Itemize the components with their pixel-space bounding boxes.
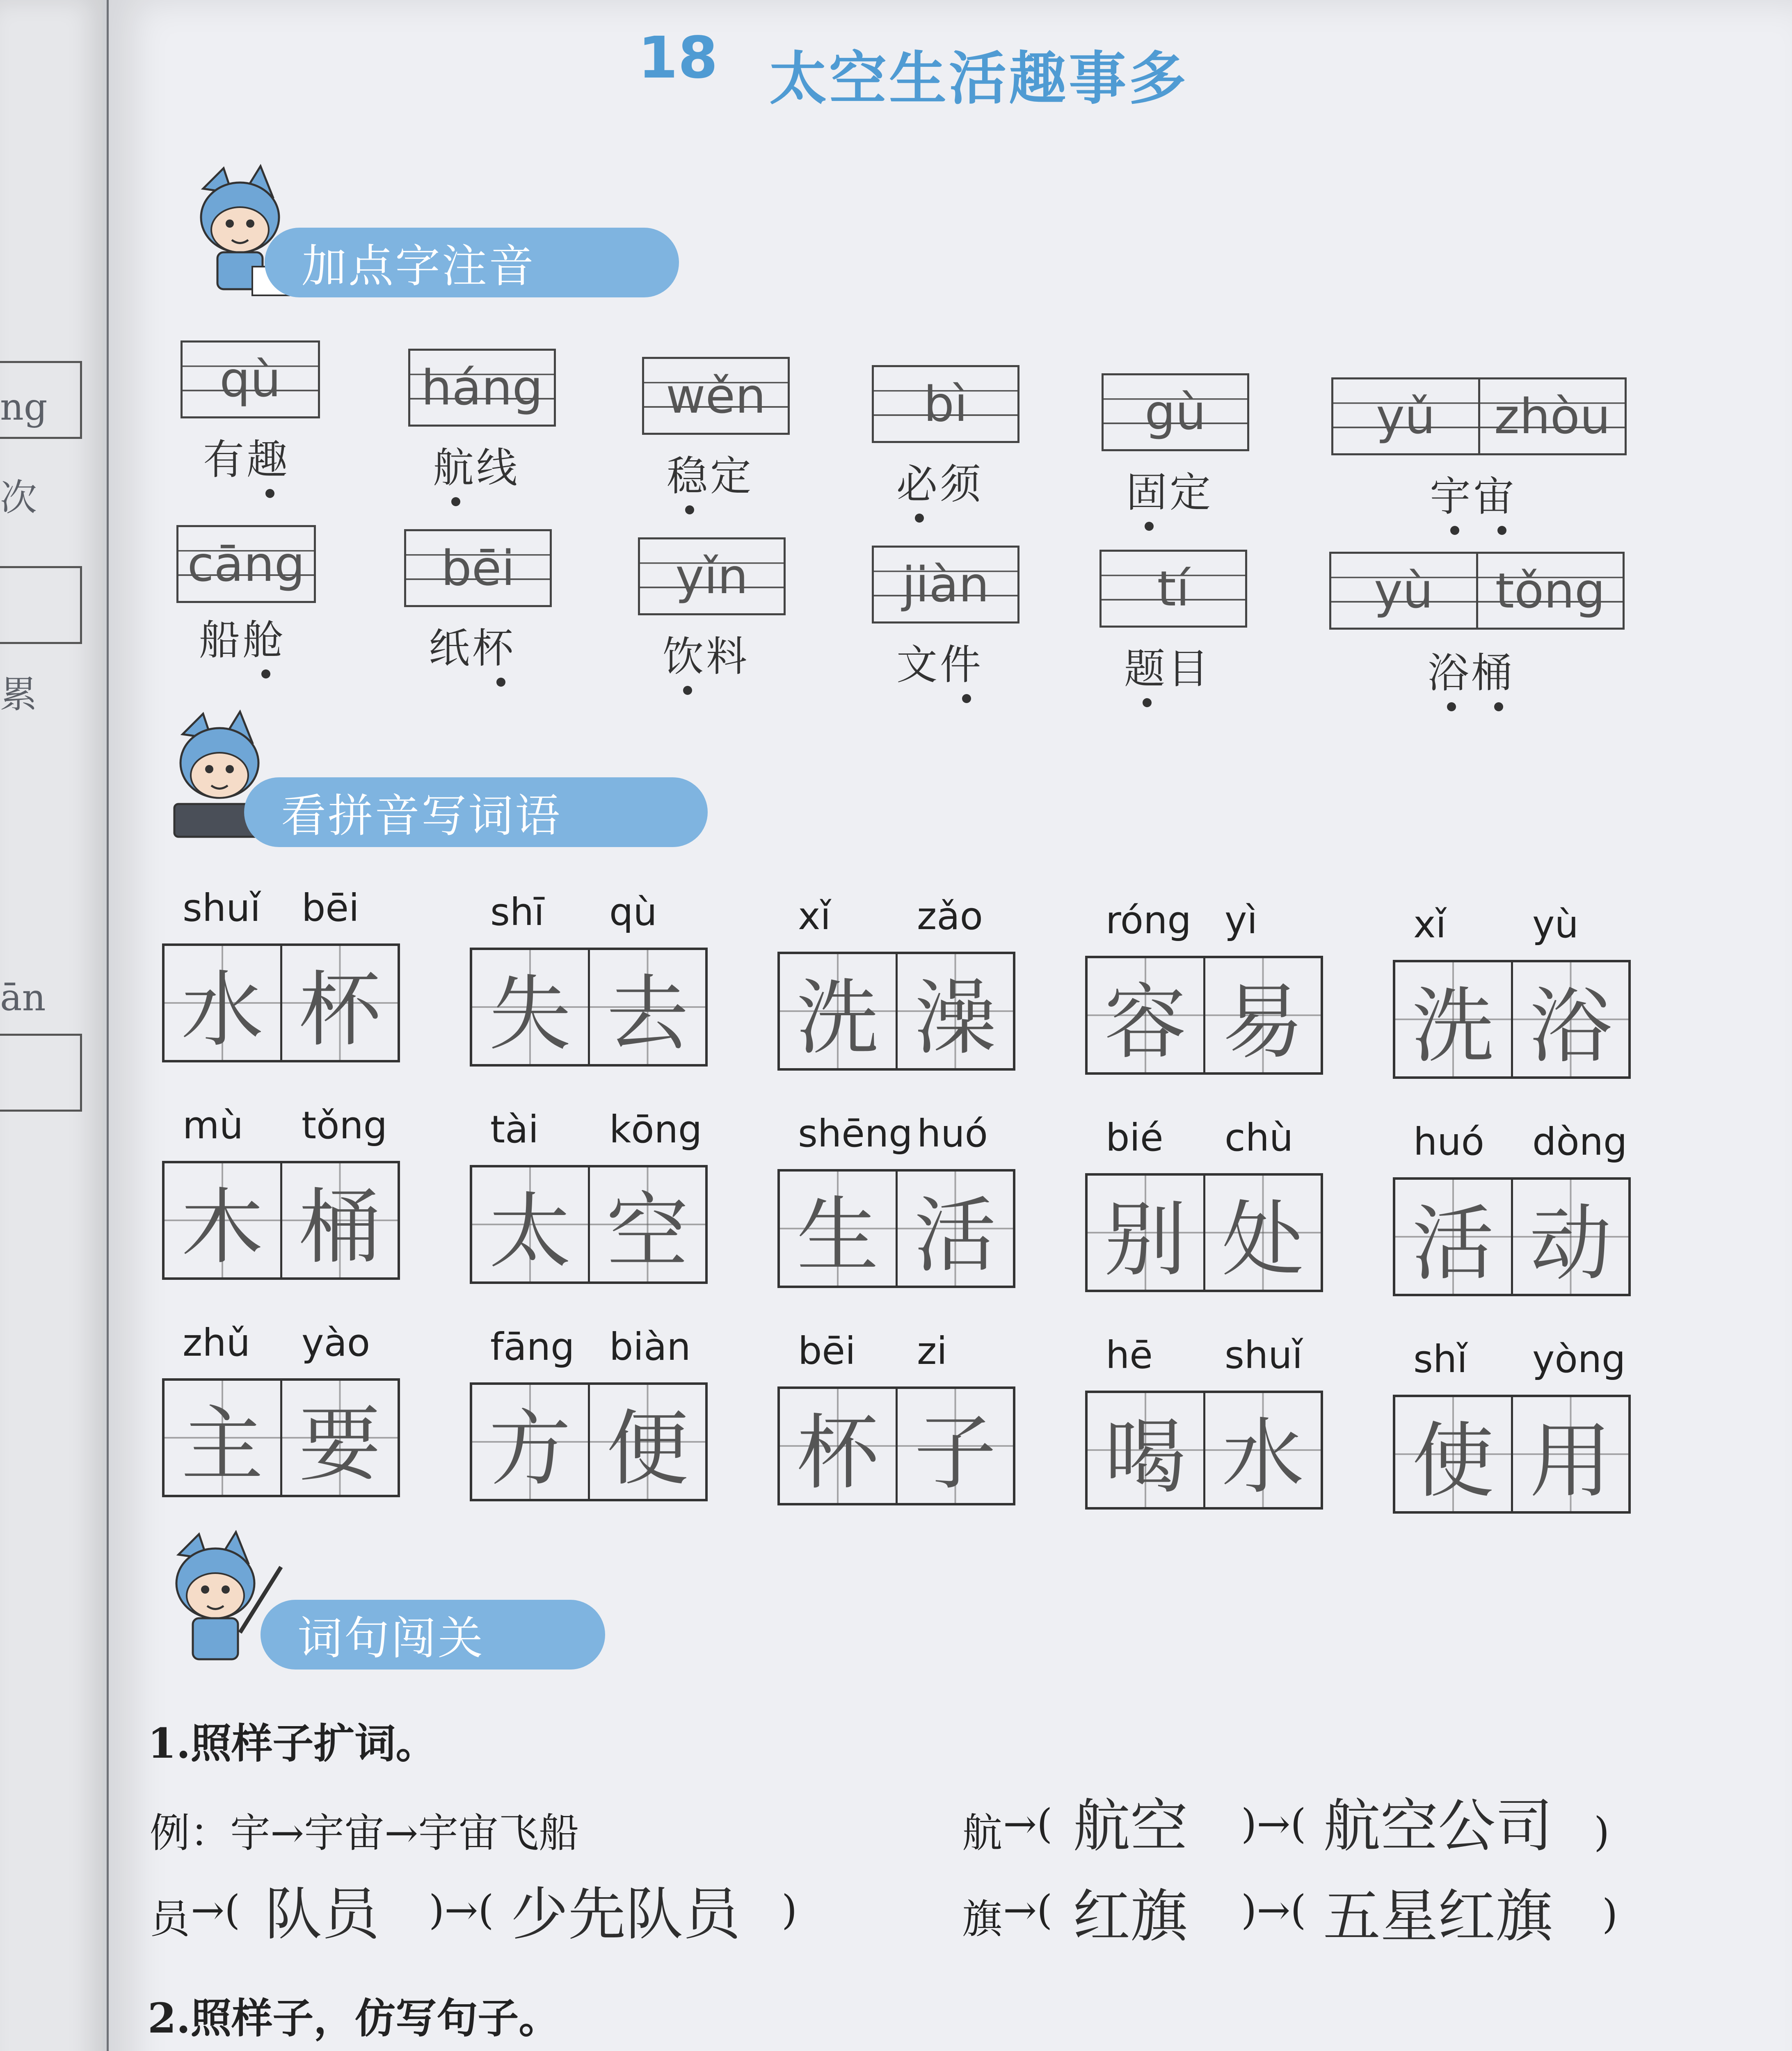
pinyin-answer: tí [1157,560,1190,617]
handwritten-char: 洗 [1395,962,1511,1076]
writing-box[interactable] [1085,1173,1323,1292]
pinyin-box[interactable] [1331,377,1627,455]
section-banner-pinyin: 加点字注音 [265,228,679,297]
arrow-paren: →( [191,1887,240,1934]
pinyin-answer: zhòu [1478,379,1625,453]
handwritten-answer[interactable]: 航空公司 [1323,1793,1553,1860]
handwritten-char: 动 [1511,1180,1629,1294]
pinyin-box[interactable] [872,365,1019,443]
pinyin-answer: jiàn [902,556,990,613]
writing-box[interactable] [470,948,708,1067]
pinyin-label: yì [1225,898,1258,942]
handwritten-answer[interactable]: 红旗 [1073,1883,1188,1950]
handwritten-char: 木 [165,1163,280,1277]
expand-base-char: 航 [962,1810,1003,1857]
writing-box[interactable] [1393,960,1631,1079]
pinyin-label: qù [609,890,657,934]
pinyin-label: shī [490,890,544,934]
handwritten-char: 失 [472,950,588,1064]
word-label: 浴桶 [1428,649,1515,697]
emphasis-dot [1143,698,1152,707]
arrow-paren: →( [1003,1887,1053,1934]
emphasis-dot [451,497,460,506]
writing-box[interactable] [1393,1177,1631,1296]
pinyin-label: tǒng [302,1103,388,1147]
emphasis-dot [1145,522,1154,531]
pinyin-label: tài [490,1108,539,1151]
pinyin-box[interactable] [642,357,790,435]
writing-box[interactable] [162,1378,400,1497]
writing-box[interactable] [1085,956,1323,1075]
handwritten-char: 空 [588,1167,706,1281]
pinyin-label: bēi [798,1329,856,1373]
emphasis-dot [496,678,505,687]
pinyin-label: huó [1413,1120,1484,1164]
handwritten-char: 容 [1088,958,1203,1072]
pinyin-label: shuǐ [1225,1333,1303,1377]
prev-page-fragment: 累 [0,673,37,716]
handwritten-char: 桶 [280,1163,398,1277]
pinyin-box[interactable] [404,529,552,607]
question-2-prompt: 2.照样子，仿写句子。 [148,1994,560,2042]
writing-box[interactable] [777,1169,1015,1288]
emphasis-dot [261,669,270,678]
emphasis-dot [685,505,694,514]
word-label: 文件 [896,641,983,689]
emphasis-dot [683,686,692,695]
pinyin-label: chù [1225,1116,1294,1160]
prev-page-fragment: 次 [0,476,37,519]
pinyin-label: yào [302,1321,370,1365]
emphasis-dot [962,694,971,703]
handwritten-char: 方 [472,1385,588,1499]
pinyin-label: mù [183,1103,243,1147]
emphasis-dot [1497,526,1506,535]
emphasis-dot [1494,702,1503,711]
emphasis-dot [1450,526,1459,535]
arrow-paren: )→( [429,1887,494,1934]
lesson-number: 18 [638,25,718,91]
handwritten-answer[interactable]: 航空 [1073,1793,1188,1860]
handwritten-char: 杯 [780,1389,896,1503]
pinyin-answer: yǐn [675,548,748,605]
expand-base-char: 旗 [962,1896,1003,1943]
handwritten-char: 易 [1203,958,1321,1072]
handwritten-char: 杯 [280,946,398,1060]
paren-close: ) [1602,1891,1618,1938]
writing-box[interactable] [162,1161,400,1280]
handwritten-char: 使 [1395,1397,1511,1511]
emphasis-dot [1447,702,1456,711]
word-label: 题目 [1124,645,1211,693]
word-label: 固定 [1126,468,1213,516]
pinyin-answer: wěn [666,368,766,424]
pinyin-answer: yǔ [1376,388,1435,445]
word-label: 纸杯 [429,624,516,672]
word-label: 必须 [896,460,983,508]
handwritten-char: 喝 [1088,1393,1203,1507]
word-label: 宇宙 [1430,473,1517,521]
pinyin-box[interactable] [1329,552,1625,630]
word-label: 船舱 [199,616,286,664]
emphasis-dot [915,514,924,523]
prev-page-fragment: ng [0,386,48,429]
handwritten-char: 用 [1511,1397,1629,1511]
pinyin-answer: bì [923,376,968,432]
pinyin-answer: gù [1145,384,1206,441]
arrow-paren: )→( [1241,1887,1306,1934]
handwritten-char: 浴 [1511,962,1629,1076]
pinyin-box[interactable] [872,546,1019,624]
pinyin-label: shēng [798,1112,913,1156]
word-label: 有趣 [203,436,290,484]
writing-box[interactable] [1393,1395,1631,1514]
handwritten-char: 处 [1203,1176,1321,1290]
pinyin-label: zhǔ [183,1321,250,1365]
previous-page-edge [0,0,107,2051]
handwritten-char: 主 [165,1381,280,1495]
handwritten-char: 水 [1203,1393,1321,1507]
pinyin-answer: tǒng [1476,554,1623,628]
word-label: 稳定 [667,452,754,500]
handwritten-char: 便 [588,1385,706,1499]
pinyin-label: bēi [302,886,359,930]
pinyin-answer: háng [421,359,543,416]
emphasis-dot [265,489,274,498]
arrow-paren: )→( [1241,1801,1306,1848]
question-1-example: 例：宇→宇宙→宇宙飞船 [150,1810,579,1857]
paren-close: ) [782,1887,798,1934]
writing-box[interactable] [777,1386,1015,1505]
pinyin-box[interactable] [638,537,786,615]
pinyin-answer: qù [219,351,281,408]
writing-box[interactable] [470,1165,708,1284]
section-banner-word-sentence: 词句闯关 [261,1600,605,1670]
writing-box[interactable] [1085,1391,1323,1510]
handwritten-answer[interactable]: 队员 [265,1881,380,1948]
pinyin-label: yòng [1532,1337,1626,1381]
handwritten-char: 水 [165,946,280,1060]
pinyin-label: fāng [490,1325,575,1369]
handwritten-char: 活 [896,1172,1013,1286]
pinyin-label: xǐ [798,894,831,938]
worksheet-page [109,0,1792,2051]
pinyin-label: shuǐ [183,886,261,930]
pinyin-label: dòng [1532,1120,1627,1164]
pinyin-label: huó [917,1112,988,1156]
pinyin-label: zǎo [917,894,983,938]
handwritten-answer[interactable]: 五星红旗 [1323,1883,1553,1950]
handwritten-answer[interactable]: 少先队员 [511,1881,741,1948]
pinyin-answer: yù [1374,562,1433,619]
word-label: 航线 [433,444,520,492]
pinyin-box[interactable] [1099,550,1247,628]
handwritten-char: 澡 [896,954,1013,1068]
prev-page-fragment: ān [0,976,46,1019]
pinyin-answer: cāng [187,536,305,592]
handwritten-char: 要 [280,1381,398,1495]
pinyin-label: xǐ [1413,902,1447,946]
prev-page-box [0,1034,82,1112]
pinyin-label: zi [917,1329,947,1373]
paren-close: ) [1594,1809,1610,1856]
pinyin-label: shǐ [1413,1337,1467,1381]
handwritten-char: 活 [1395,1180,1511,1294]
pinyin-label: bié [1106,1116,1163,1160]
writing-box[interactable] [777,952,1015,1071]
handwritten-char: 生 [780,1172,896,1286]
question-1-prompt: 1.照样子扩词。 [148,1719,437,1768]
section-banner-write-words: 看拼音写词语 [244,777,708,847]
pinyin-label: róng [1106,898,1191,942]
handwritten-char: 去 [588,950,706,1064]
pinyin-box[interactable] [1102,373,1249,451]
writing-box[interactable] [470,1382,708,1501]
handwritten-char: 洗 [780,954,896,1068]
arrow-paren: →( [1003,1801,1053,1848]
handwritten-char: 别 [1088,1176,1203,1290]
writing-box[interactable] [162,943,400,1062]
expand-base-char: 员 [150,1896,190,1943]
pinyin-answer: bēi [441,540,515,596]
pinyin-label: kōng [609,1108,702,1151]
pinyin-box[interactable] [176,525,316,603]
handwritten-char: 太 [472,1167,588,1281]
pinyin-box[interactable] [408,349,556,427]
lesson-title: 太空生活趣事多 [769,46,1189,112]
pinyin-box[interactable] [181,340,320,418]
pinyin-label: biàn [609,1325,691,1369]
pinyin-label: hē [1106,1333,1153,1377]
pinyin-label: yù [1532,902,1579,946]
prev-page-box [0,566,82,644]
handwritten-char: 子 [896,1389,1013,1503]
word-label: 饮料 [663,633,750,681]
